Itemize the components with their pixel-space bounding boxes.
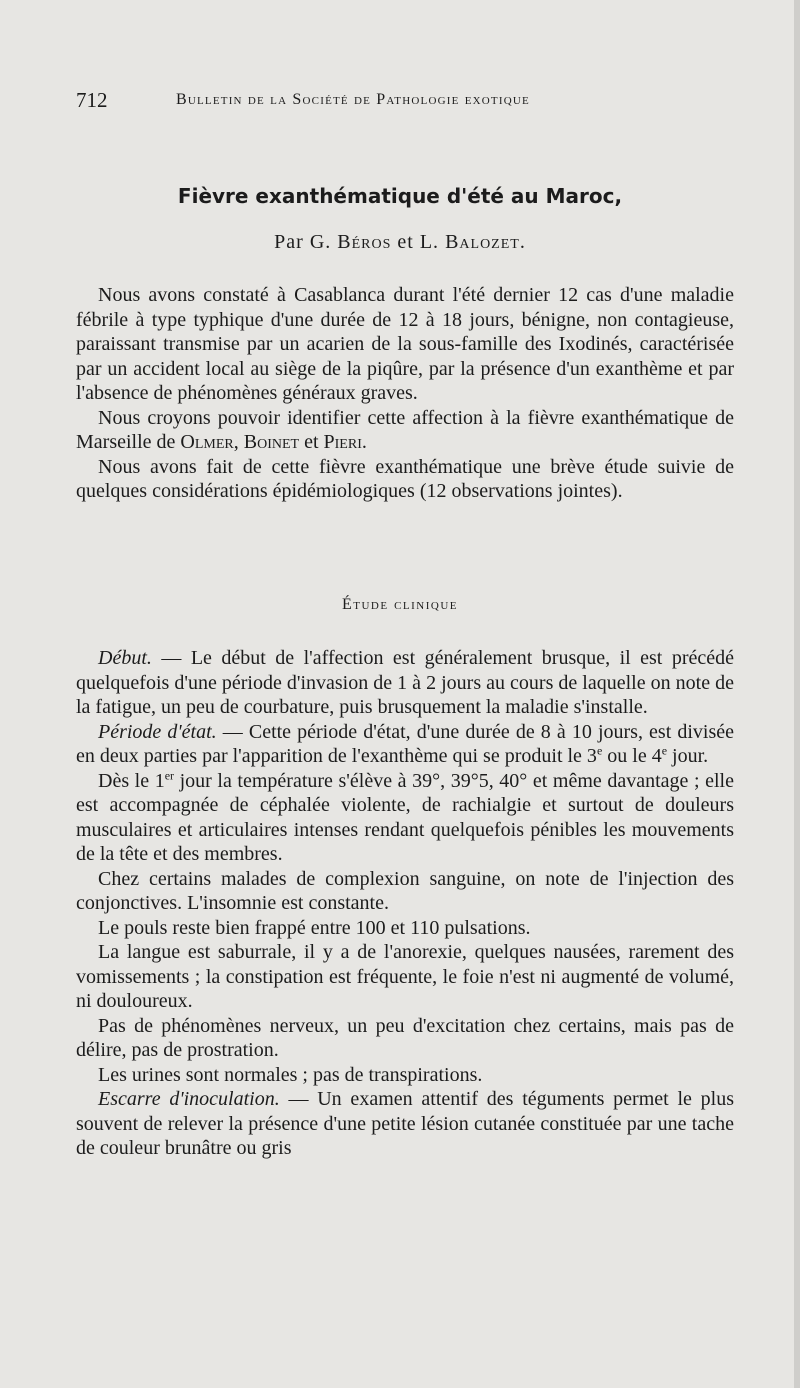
escarre-text: — Un examen attentif des téguments permet le plus souvent de relever la présence d'une petite lésion cutanée constituée par une tache de couleur brunâtre ou gris (76, 1088, 734, 1159)
name-pieri: Pieri (323, 431, 362, 453)
pouls-paragraph: Le pouls reste bien frappé entre 100 et 110 pulsations. (98, 916, 531, 939)
chez-paragraph: Chez certains malades de complexion sanguine, on note de l'injection des conjonctives. L'insomnie est constante. (76, 867, 734, 914)
word-et: et (304, 431, 319, 453)
intro-paragraph-2 (76, 406, 734, 455)
sup-e1: e (596, 743, 603, 758)
intro-paragraph-3: Nous avons fait de cette fièvre exanthématique une brève étude suivie de quelques considérations épidémiologiques (12 observations jointes). (76, 455, 734, 502)
periode-label: Période d'état. (98, 720, 217, 743)
sup-er: er (164, 767, 175, 782)
periode-end: jour. (667, 745, 709, 767)
des-paragraph (76, 769, 734, 867)
debut-text: — Le début de l'affection est généralement brusque, il est précédé quelquefois d'une période d'invasion de 1 à 2 jours au cours de laquelle on note de la fatigue, un peu de courbature, puis brusquement la maladie s'installe. (76, 647, 734, 718)
byline-connector: et L. (397, 231, 440, 253)
clinical-text (76, 646, 734, 1161)
escarre-paragraph (76, 1087, 734, 1161)
name-boinet: Boinet (243, 431, 300, 453)
debut-label: Début. (98, 647, 152, 669)
intro-paragraph-1: Nous avons constaté à Casablanca durant l'été dernier 12 cas d'une maladie fébrile à type typhique d'une durée de 12 à 18 jours, bénigne, non contagieuse, paraissant transmise par un acarien de la sous-famille des Ixodinés, caractérisée par un accident local au siège de la piqûre, par la présence d'un exanthème et par l'absence de phénomènes généraux graves. (76, 284, 734, 404)
name-olmer: Olmer (180, 431, 234, 453)
intro-p2-start: Nous croyons pouvoir identifier cette affection à la fièvre exanthématique de Marseille de (76, 406, 734, 453)
sup-e2: e (661, 743, 668, 758)
author-beros: Béros (337, 231, 392, 253)
des-text: jour la température s'élève à 39°, 39°5, 40° et même davantage ; elle est accompagnée de céphalée violente, de rachialgie et surtout de douleurs musculaires et articulaires intenses rendant quelquefois pénibles les mouvements de la tête et des membres. (76, 769, 734, 865)
comma: , (233, 431, 239, 453)
periode-paragraph (76, 720, 734, 769)
author-balozet: Balozet. (445, 231, 526, 253)
running-head: Bulletin de la Société de Pathologie exotique (176, 91, 530, 108)
intro-text (76, 283, 734, 504)
langue-paragraph: La langue est saburrale, il y a de l'anorexie, quelques nausées, rarement des vomissements ; la constipation est fréquente, le foie n'est ni augmenté de volumé, ni douloureux. (76, 941, 734, 1012)
page-edge (794, 0, 800, 1388)
page-number: 712 (76, 88, 108, 112)
urines-paragraph: Les urines sont normales ; pas de transpirations. (98, 1063, 483, 1086)
page-header (76, 88, 726, 118)
des-start: Dès le 1 (98, 769, 165, 792)
byline-prefix: Par G. (274, 231, 332, 253)
article-title: Fièvre exanthématique d'été au Maroc, (177, 184, 623, 208)
nerveux-paragraph: Pas de phénomènes nerveux, un peu d'excitation chez certains, mais pas de délire, pas de prostration. (76, 1014, 734, 1061)
debut-paragraph (76, 646, 734, 720)
byline (0, 231, 800, 254)
period: . (361, 431, 367, 453)
periode-text: — Cette période d'état, d'une durée de 8 à 10 jours, est divisée en deux parties par l'apparition de l'exanthème qui se produit le 3 (76, 720, 734, 767)
escarre-label: Escarre d'inoculation. (98, 1088, 280, 1110)
section-title: Étude clinique (341, 596, 459, 613)
periode-mid: ou le 4 (602, 745, 662, 767)
